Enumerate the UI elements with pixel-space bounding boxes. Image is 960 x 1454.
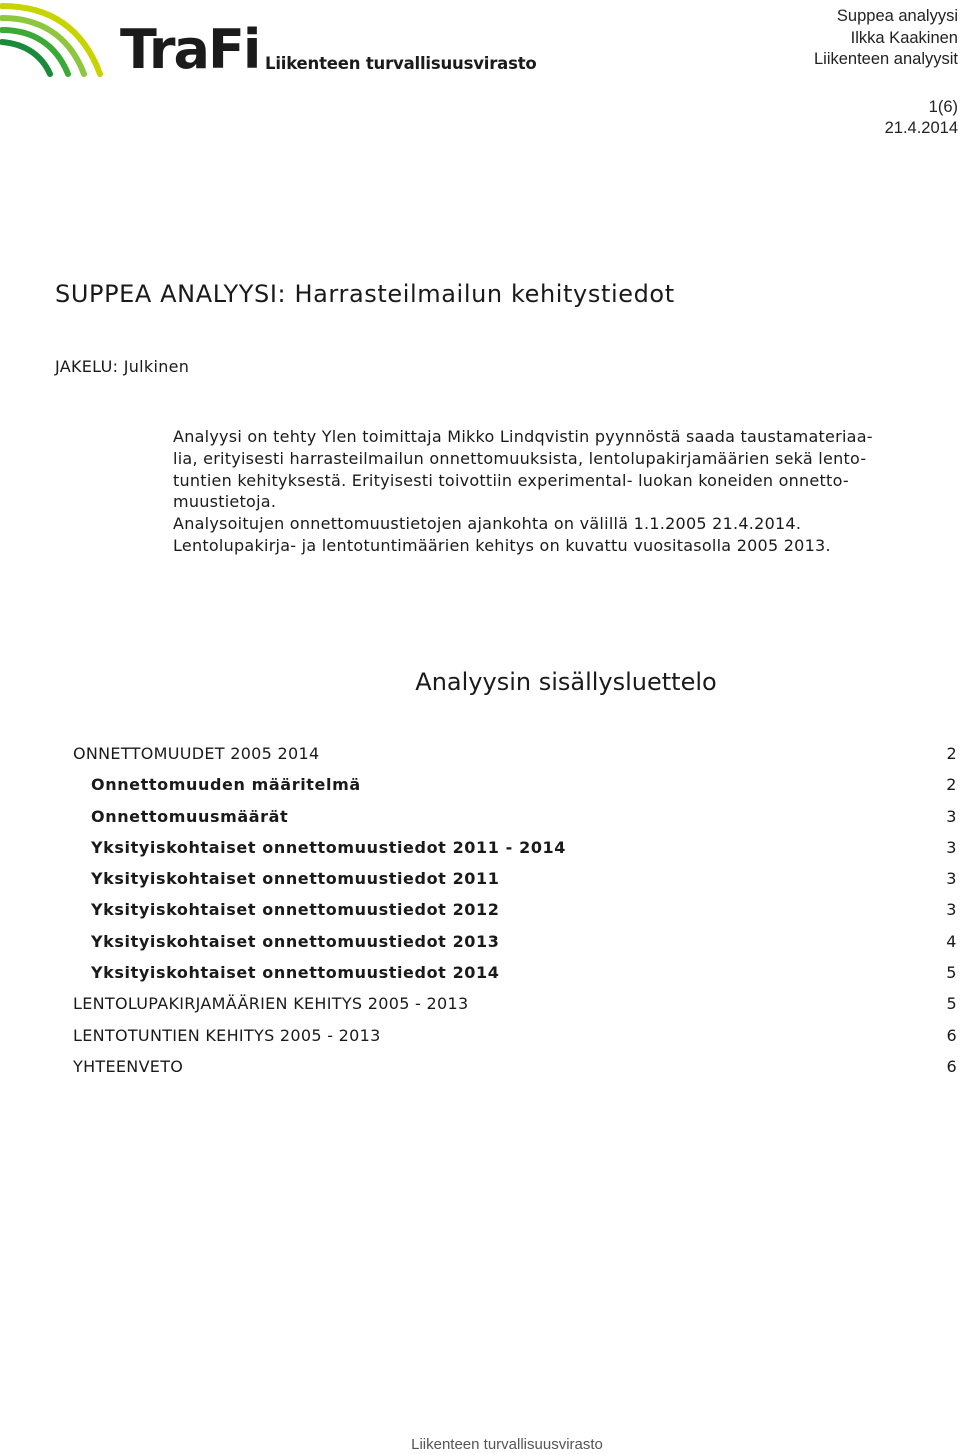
intro-line: lia, erityisesti harrasteilmailun onnettomuuksista, lentolupakirjamäärien sekä lento- (173, 448, 867, 468)
doc-type: Suppea analyysi (836, 7, 958, 25)
intro-paragraph (173, 426, 953, 557)
toc-entry[interactable] (73, 991, 957, 1022)
intro-line: muustietoja. (173, 492, 277, 512)
trafi-logo (0, 0, 537, 90)
toc-entry-label: LENTOLUPAKIRJAMÄÄRIEN KEHITYS 2005 - 2013 (73, 994, 469, 1014)
trafi-swoosh-icon (0, 0, 110, 80)
toc-entry-page: 2 (946, 744, 957, 763)
logo-tagline: Liikenteen turvallisuusvirasto (265, 54, 537, 73)
intro-line: tuntien kehityksestä. Erityisesti toivottiin experimental- luokan koneiden onnetto- (173, 470, 849, 490)
toc-entry[interactable] (73, 960, 957, 991)
toc-entry-label: Yksityiskohtaiset onnettomuustiedot 2011 - 2014 (91, 837, 567, 857)
toc-entry[interactable] (73, 741, 957, 772)
toc-entry-label: YHTEENVETO (73, 1056, 184, 1076)
toc-entry-page: 3 (946, 869, 957, 889)
toc-entry-page: 2 (946, 775, 957, 795)
toc-entry[interactable] (73, 835, 957, 866)
toc-entry-page: 5 (946, 963, 957, 983)
toc-entry-label: Yksityiskohtaiset onnettomuustiedot 2013 (91, 931, 500, 951)
document-date: 21.4.2014 (884, 119, 958, 137)
intro-line: Lentolupakirja- ja lentotuntimäärien kehitys on kuvattu vuositasolla 2005 2013. (173, 535, 831, 555)
toc-entry[interactable] (73, 929, 957, 960)
toc-entry[interactable] (73, 804, 957, 835)
unit: Liikenteen analyysit (813, 50, 958, 68)
toc-entry-label: Yksityiskohtaiset onnettomuustiedot 2012 (91, 900, 500, 920)
toc-entry-label: Yksityiskohtaiset onnettomuustiedot 2011 (91, 869, 500, 889)
toc-entry-label: Onnettomuusmäärät (91, 806, 289, 826)
author: Ilkka Kaakinen (850, 28, 958, 47)
toc-entry-page: 3 (946, 837, 957, 857)
toc-entry-label: Onnettomuuden määritelmä (91, 775, 361, 795)
toc-entry-page: 3 (946, 806, 957, 826)
logo-wordmark: TraFi (120, 18, 260, 81)
toc-entry-page: 4 (946, 931, 957, 951)
table-of-contents (73, 741, 957, 1085)
toc-entry[interactable] (73, 1023, 957, 1054)
toc-entry-label: Yksityiskohtaiset onnettomuustiedot 2014 (91, 963, 500, 983)
distribution: JAKELU: Julkinen (55, 357, 190, 376)
page-footer: Liikenteen turvallisuusvirasto (411, 1436, 603, 1453)
toc-entry-page: 6 (946, 1056, 957, 1076)
toc-entry[interactable] (73, 1054, 957, 1085)
toc-entry-label: LENTOTUNTIEN KEHITYS 2005 - 2013 (73, 1025, 381, 1045)
toc-entry[interactable] (73, 897, 957, 928)
toc-entry-page: 5 (946, 994, 957, 1014)
toc-entry[interactable] (73, 866, 957, 897)
intro-line: Analysoitujen onnettomuustietojen ajankohta on välillä 1.1.2005 21.4.2014. (173, 514, 802, 534)
document-title: SUPPEA ANALYYSI: Harrasteilmailun kehitystiedot (55, 280, 675, 308)
toc-entry-page: 6 (946, 1025, 957, 1045)
toc-entry-page: 3 (946, 900, 957, 920)
toc-heading: Analyysin sisällysluettelo (415, 668, 717, 696)
page-number: 1(6) (928, 97, 958, 116)
toc-entry[interactable] (73, 772, 957, 803)
intro-line: Analyysi on tehty Ylen toimittaja Mikko Lindqvistin pyynnöstä saada taustamateriaa- (173, 427, 873, 446)
document-header (814, 6, 958, 140)
toc-entry-label: ONNETTOMUUDET 2005 2014 (73, 744, 320, 763)
